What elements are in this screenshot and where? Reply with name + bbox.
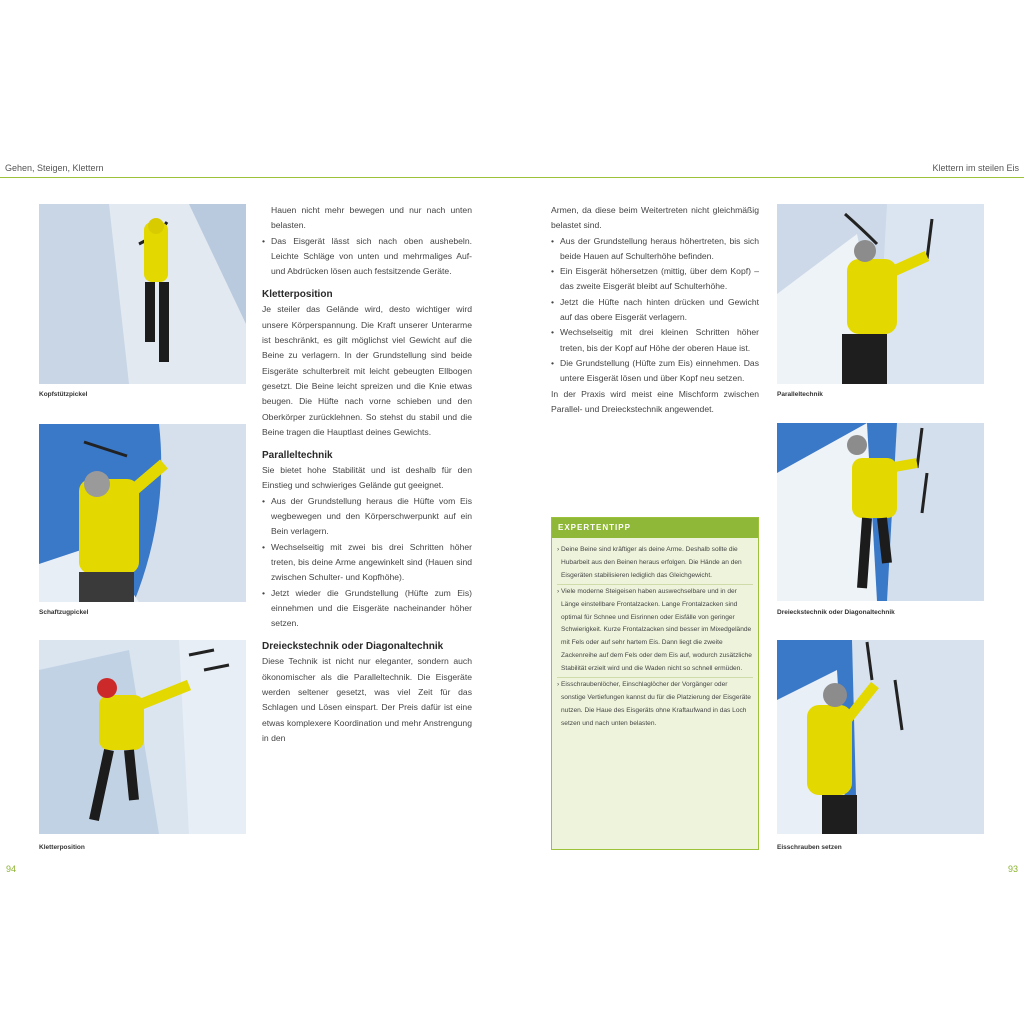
heading-dreieckstechnik: Dreieckstechnik oder Diagonaltechnik (262, 641, 444, 653)
tip-item: › Deine Beine sind kräftiger als deine Arme. Deshalb sollte die Hubarbeit aus den Beinen heraus erfolgen. Die Hände an den Eisgeräten stabilisieren lediglich das Gleichgewicht. (557, 546, 742, 579)
bullet-aushebeln: • Das Eisgerät lässt sich nach oben aushebeln. Leichte Schläge von unten und mehrmaliges Auf- und Abdrücken lösen auch festsitzende Geräte. (262, 234, 472, 280)
caption-kletterposition: Kletterposition (39, 844, 85, 851)
tip-item: › Viele moderne Steigeisen haben auswechselbare und in der Länge einstellbare Frontalzacken. Lange Frontalzacken sind optimal für Schnee und Eisrinnen oder Eisfälle von geringer Schwierigkeit. Kurze Frontalzacken sind besser im Mixedgelände mit Fels oder auf sehr hartem Eis. Dann liegt die zweite Zackenreihe auf dem Fels oder dem Eis auf, wodurch zusätzliche Stabilität erzielt wird und die Waden nicht so schnell ermüden. (557, 584, 753, 676)
text-column-right (551, 203, 759, 417)
caption-dreieckstechnik: Dreieckstechnik oder Diagonaltechnik (777, 609, 895, 616)
photo-kopfstuetzpickel (39, 204, 246, 384)
paragraph-intro: Hauen nicht mehr bewegen und nur nach unten belasten. (271, 205, 472, 231)
bullet-item: • Jetzt wieder die Grundstellung (Hüfte zum Eis) einnehmen und die Eisgeräte nacheinander höher setzen. (262, 586, 472, 632)
photo-schaftzugpickel (39, 424, 246, 602)
paragraph-armen: Armen, da diese beim Weitertreten nicht gleichmäßig belastet sind. (551, 205, 759, 231)
bullet-item: • Ein Eisgerät höhersetzen (mittig, über dem Kopf) – das zweite Eisgerät bleibt auf Schulterhöhe. (551, 264, 759, 295)
bullet-item: • Die Grundstellung (Hüfte zum Eis) einnehmen. Das untere Eisgerät lösen und über Kopf neu setzen. (551, 356, 759, 387)
header-rule (0, 177, 1024, 178)
caption-schaftzugpickel: Schaftzugpickel (39, 609, 89, 616)
heading-kletterposition: Kletterposition (262, 289, 333, 301)
paragraph-dreieckstechnik: Diese Technik ist nicht nur eleganter, sondern auch ökonomischer als die Paralleltechnik. Die Eisgeräte werden seltener gesetzt, was viel Zeit für das Schlagen und Lösen einspart. Der Preis dafür ist eine etwas komplexere Koordination und mehr Anstrengung in den (262, 656, 472, 743)
page-number-left: 94 (6, 864, 17, 874)
caption-paralleltechnik: Paralleltechnik (777, 391, 823, 398)
paragraph-kletterposition: Je steiler das Gelände wird, desto wichtiger wird unsere Körperspannung. Die Kraft unserer Unterarme ist beschränkt, es gilt möglichst viel Gewicht auf die Beine zu verlagern. In der Grundstellung sind beide Eisgeräte schulterbreit mit leicht gebeugten Ellbogen gesetzt. Die Beine leicht spreizen und die Knie etwas beugen. Die Hüfte nach vorne schieben und den Oberkörper zurücklehnen. So stehst du stabil und die Beine tragen die Hauptlast deines Gewichts. (262, 304, 472, 437)
running-head-left: Gehen, Steigen, Klettern (5, 163, 104, 173)
page-number-right: 93 (1007, 864, 1018, 874)
tip-item: › Eisschraubenlöcher, Einschlaglöcher der Vorgänger oder sonstige Vertiefungen kannst du für die Platzierung der Eisgeräte nutzen. Die Haue des Eisgeräts ohne Kraftaufwand in das Loch setzen und nach unten belasten. (557, 677, 753, 731)
photo-eisschrauben (777, 640, 984, 834)
bullet-item: • Jetzt die Hüfte nach hinten drücken und Gewicht auf das obere Eisgerät verlagern. (551, 295, 759, 326)
paragraph-paralleltechnik: Sie bietet hohe Stabilität und ist deshalb für den Einstieg und schwieriges Gelände gut geeignet. (262, 465, 472, 491)
paragraph-mischform: In der Praxis wird meist eine Mischform zwischen Parallel- und Dreieckstechnik angewendet. (551, 388, 759, 414)
bullet-item: • Aus der Grundstellung heraus höhertreten, bis sich beide Hauen auf Schulterhöhe befinden. (551, 234, 759, 265)
heading-paralleltechnik: Paralleltechnik (262, 450, 333, 462)
caption-kopfstuetzpickel: Kopfstützpickel (39, 391, 88, 398)
photo-paralleltechnik (777, 204, 984, 384)
bullet-item: • Wechselseitig mit drei kleinen Schritten höher treten, bis der Kopf auf Höhe der oberen Haue ist. (551, 325, 759, 356)
photo-dreieckstechnik (777, 423, 984, 601)
running-head-right: Klettern im steilen Eis (932, 163, 1019, 173)
expert-tip-title: EXPERTENTIPP (552, 518, 758, 538)
text-column-left (262, 203, 472, 746)
bullet-item: • Wechselseitig mit zwei bis drei Schritten höher treten, bis deine Arme angewinkelt sind (Hauen sind zwischen Schulter- und Kopfhöhe). (262, 540, 472, 586)
expert-tip-box (551, 517, 759, 850)
caption-eisschrauben: Eisschrauben setzen (777, 844, 842, 851)
bullet-item: • Aus der Grundstellung heraus die Hüfte vom Eis wegbewegen und den Körperschwerpunkt auf ein Bein verlagern. (262, 494, 472, 540)
photo-kletterposition (39, 640, 246, 834)
